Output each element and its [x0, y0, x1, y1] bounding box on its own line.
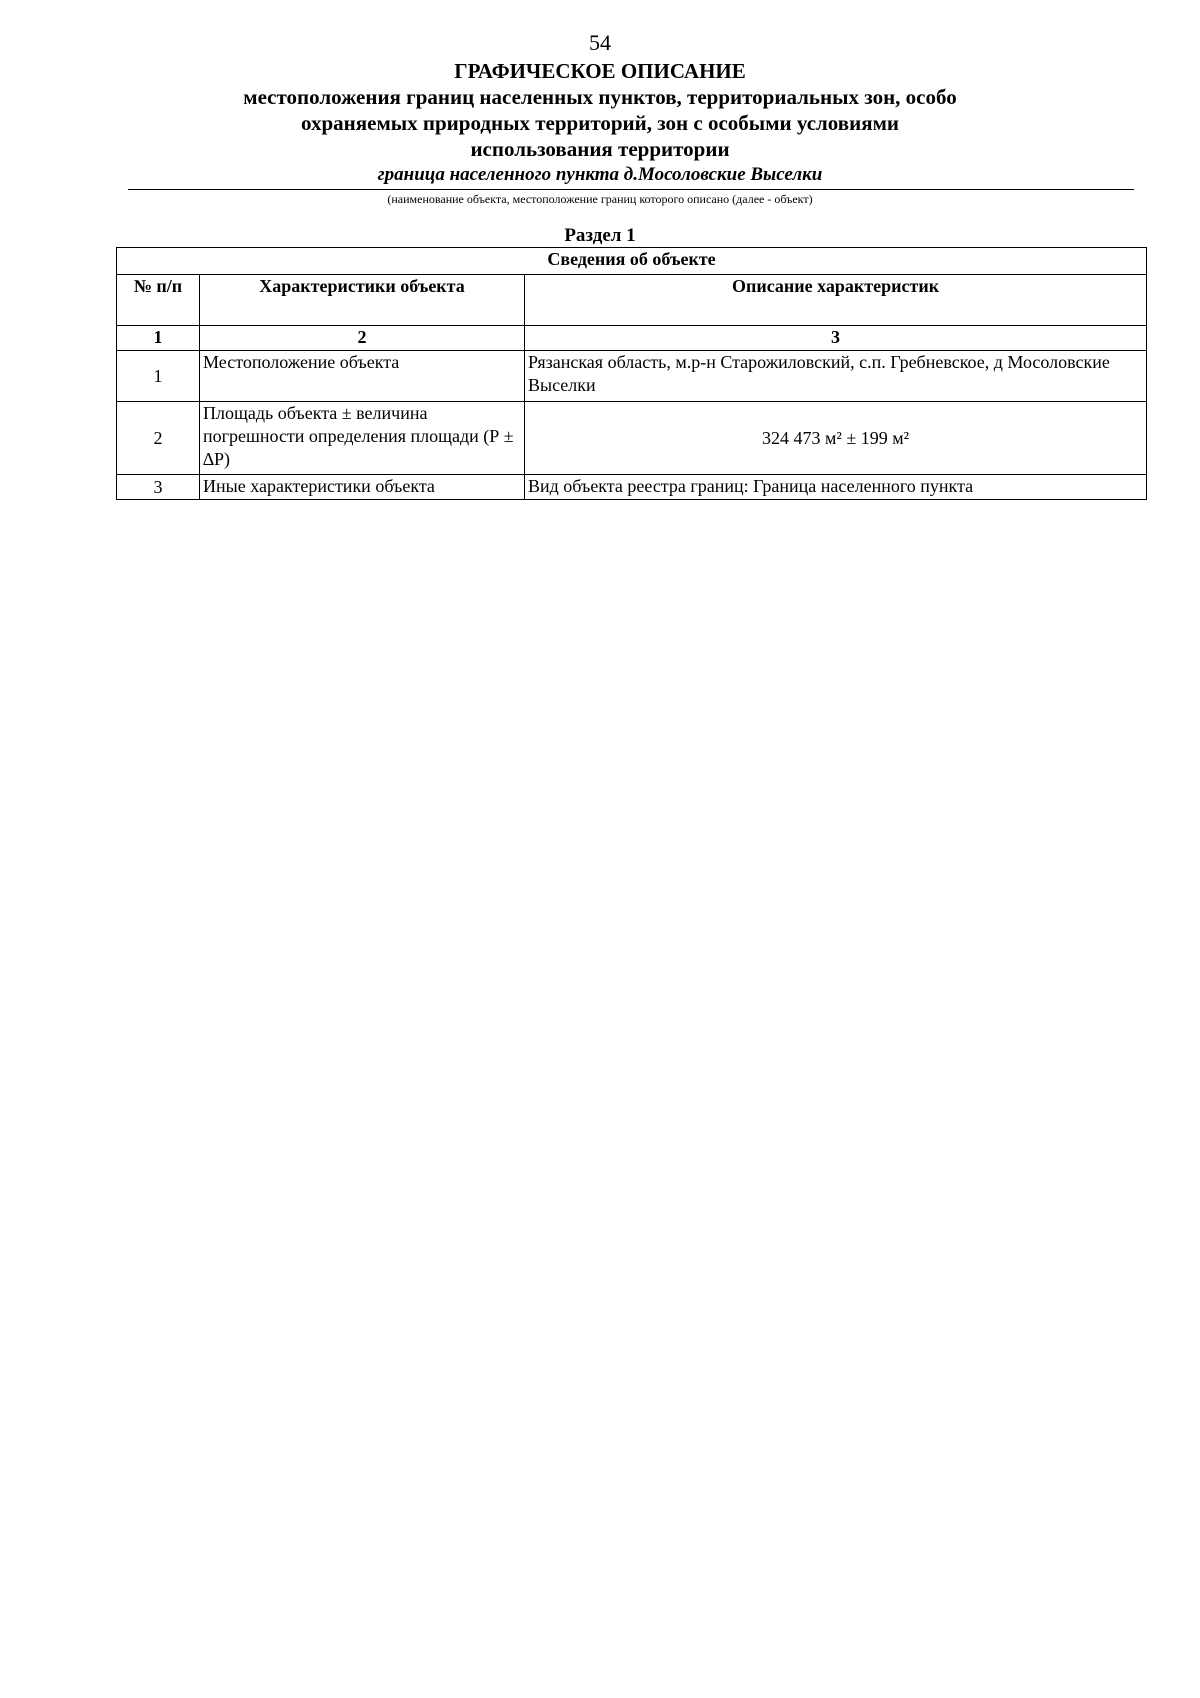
- object-name: граница населенного пункта д.Мосоловские Выселки: [377, 164, 823, 185]
- header-number: № п/п: [117, 275, 200, 326]
- title-block: [0, 58, 1200, 162]
- row-description: Рязанская область, м.р-н Старожиловский, с.п. Гребневское, д Мосоловские Выселки: [525, 351, 1147, 402]
- document-subtitle: местоположения границ населенных пунктов, территориальных зон, особо охраняемых природных территорий, зон с особыми условиями использования территории: [243, 85, 957, 161]
- object-info-table: [116, 247, 1147, 500]
- row-characteristic: Площадь объекта ± величина погрешности определения площади (Р ± ∆Р): [200, 402, 525, 475]
- table-caption: Сведения об объекте: [117, 248, 1147, 275]
- column-number: 2: [200, 326, 525, 351]
- row-index: 2: [117, 402, 200, 475]
- row-description: Вид объекта реестра границ: Граница населенного пункта: [525, 475, 1147, 500]
- column-number-row: [117, 326, 1147, 351]
- table-header-row: [117, 275, 1147, 326]
- page-number: 54: [589, 30, 611, 55]
- section-label: Раздел 1: [564, 225, 636, 246]
- column-number: 3: [525, 326, 1147, 351]
- row-description: 324 473 м² ± 199 м²: [525, 402, 1147, 475]
- header-description: Описание характеристик: [525, 275, 1147, 326]
- column-number: 1: [117, 326, 200, 351]
- row-characteristic: Местоположение объекта: [200, 351, 525, 402]
- row-index: 1: [117, 351, 200, 402]
- object-name-caption: (наименование объекта, местоположение границ которого описано (далее - объект): [387, 192, 813, 206]
- row-index: 3: [117, 475, 200, 500]
- table-row: [117, 351, 1147, 402]
- row-characteristic: Иные характеристики объекта: [200, 475, 525, 500]
- table-row: [117, 475, 1147, 500]
- object-name-underline: [128, 189, 1134, 190]
- header-characteristic: Характеристики объекта: [200, 275, 525, 326]
- table-caption-row: [117, 248, 1147, 275]
- table-row: [117, 402, 1147, 475]
- document-title: ГРАФИЧЕСКОЕ ОПИСАНИЕ: [454, 59, 746, 83]
